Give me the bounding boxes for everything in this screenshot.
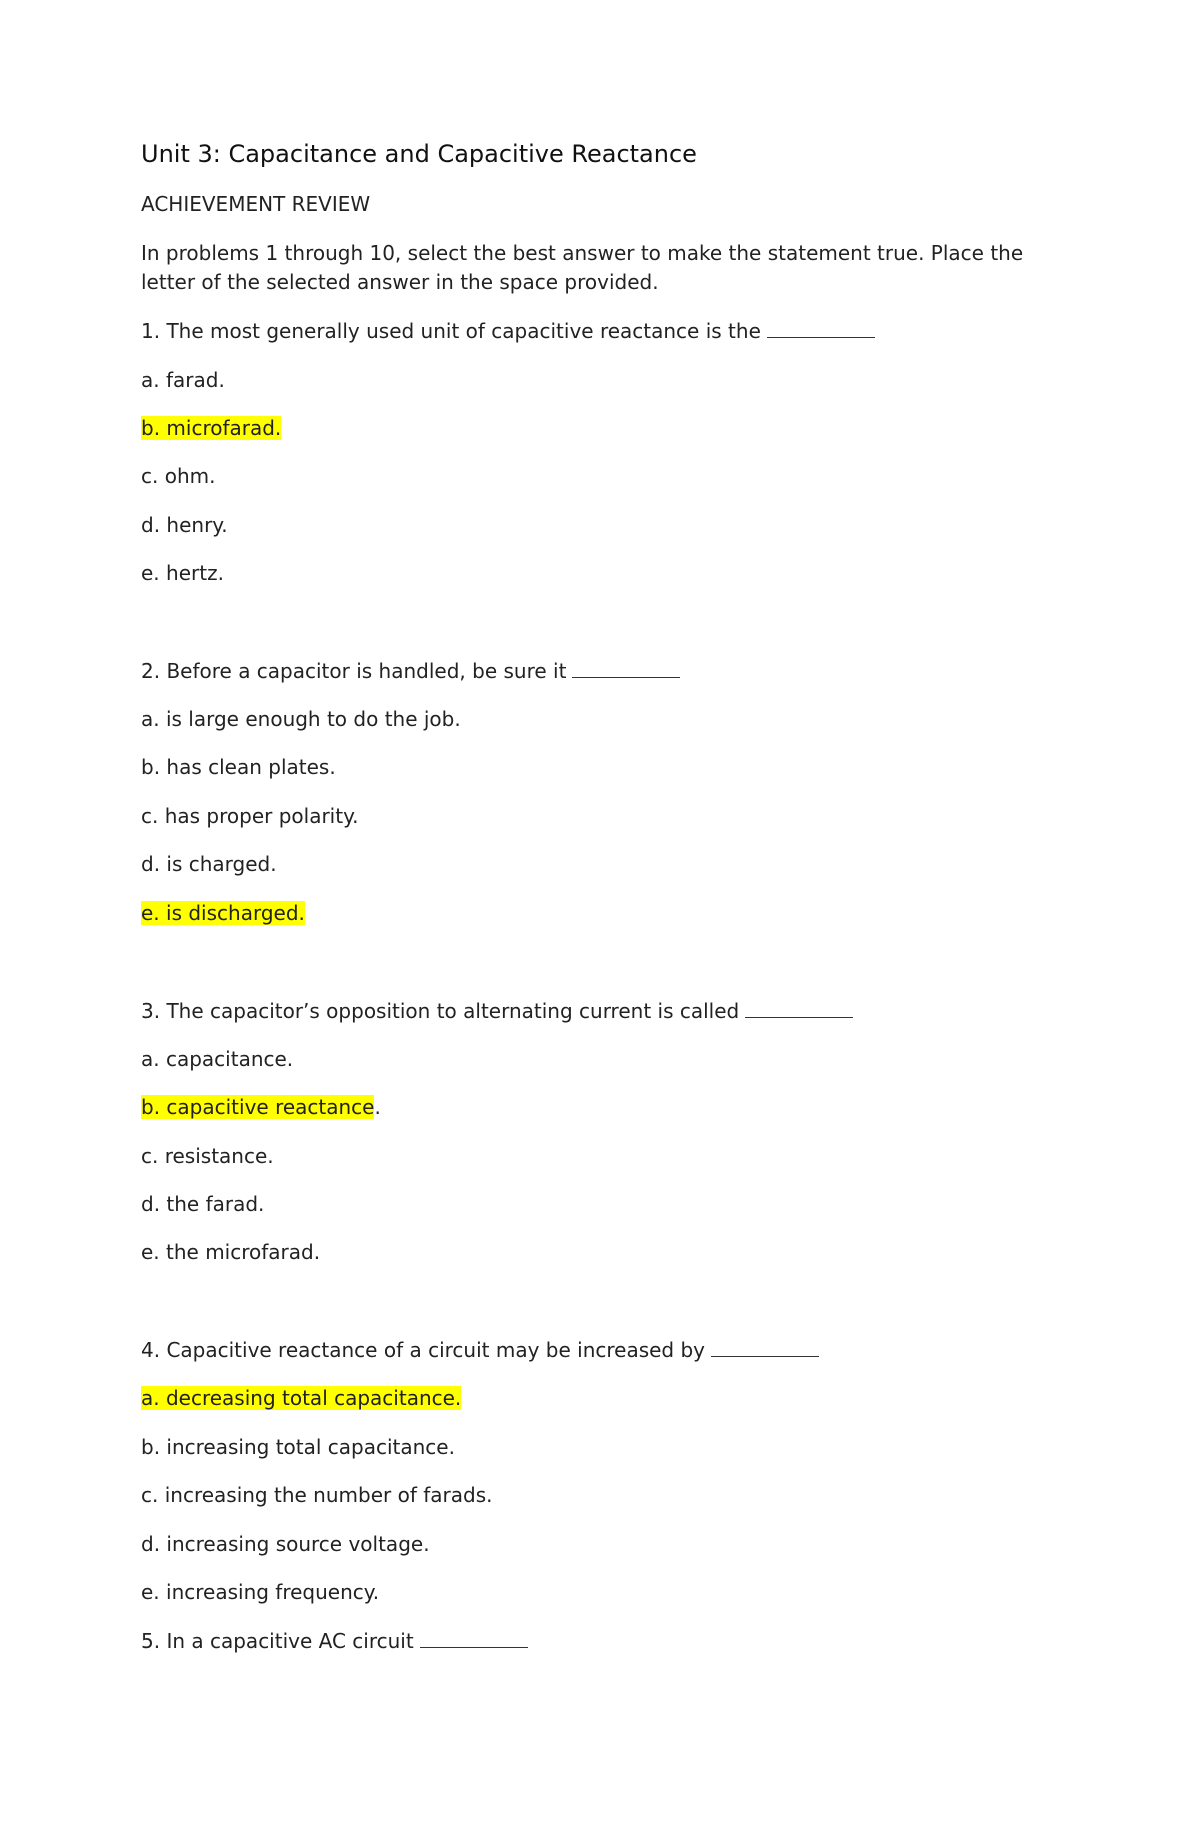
q1-option-a: a. farad. [141,368,225,392]
q3-option-c: c. resistance. [141,1144,274,1168]
question-3-stem: 3. The capacitor’s opposition to alternating current is called [141,998,853,1024]
answer-blank [420,1629,528,1648]
q3-option-a: a. capacitance. [141,1047,294,1071]
q2-option-b: b. has clean plates. [141,755,336,779]
highlighted-answer: b. microfarad. [141,416,282,440]
section-heading: ACHIEVEMENT REVIEW [141,192,371,216]
q1-option-c: c. ohm. [141,464,216,488]
q2-option-e [141,900,305,926]
q3-option-e: e. the microfarad. [141,1240,321,1264]
question-5-stem: 5. In a capacitive AC circuit [141,1628,528,1654]
highlighted-answer: b. capacitive reactance [141,1095,375,1119]
answer-blank [711,1338,819,1357]
q2-option-d: d. is charged. [141,852,277,876]
question-1-stem: 1. The most generally used unit of capacitive reactance is the [141,318,875,344]
q4-option-e: e. increasing frequency. [141,1580,380,1604]
q4-option-d: d. increasing source voltage. [141,1532,430,1556]
q3-option-b: b. capacitive reactance. [141,1095,381,1119]
q1-option-d: d. henry. [141,513,228,537]
q3-option-d: d. the farad. [141,1192,265,1216]
question-2-stem: 2. Before a capacitor is handled, be sure it [141,658,680,684]
question-4-stem: 4. Capacitive reactance of a circuit may be increased by [141,1337,819,1363]
q2-option-a: a. is large enough to do the job. [141,707,461,731]
q4-option-a [141,1385,461,1411]
instructions-paragraph: In problems 1 through 10, select the best answer to make the statement true. Place the letter of the selected answer in the space provided. [141,241,1024,294]
q1-option-b [141,415,281,441]
answer-blank [745,999,853,1018]
answer-blank [572,659,680,678]
answer-blank [767,319,875,338]
highlighted-answer: e. is discharged. [141,901,305,925]
highlighted-answer: a. decreasing total capacitance. [141,1386,462,1410]
document-title: Unit 3: Capacitance and Capacitive Reactance [141,140,697,168]
q1-option-e: e. hertz. [141,561,224,585]
q2-option-c: c. has proper polarity. [141,804,359,828]
q4-option-b: b. increasing total capacitance. [141,1435,455,1459]
q4-option-c: c. increasing the number of farads. [141,1483,493,1507]
